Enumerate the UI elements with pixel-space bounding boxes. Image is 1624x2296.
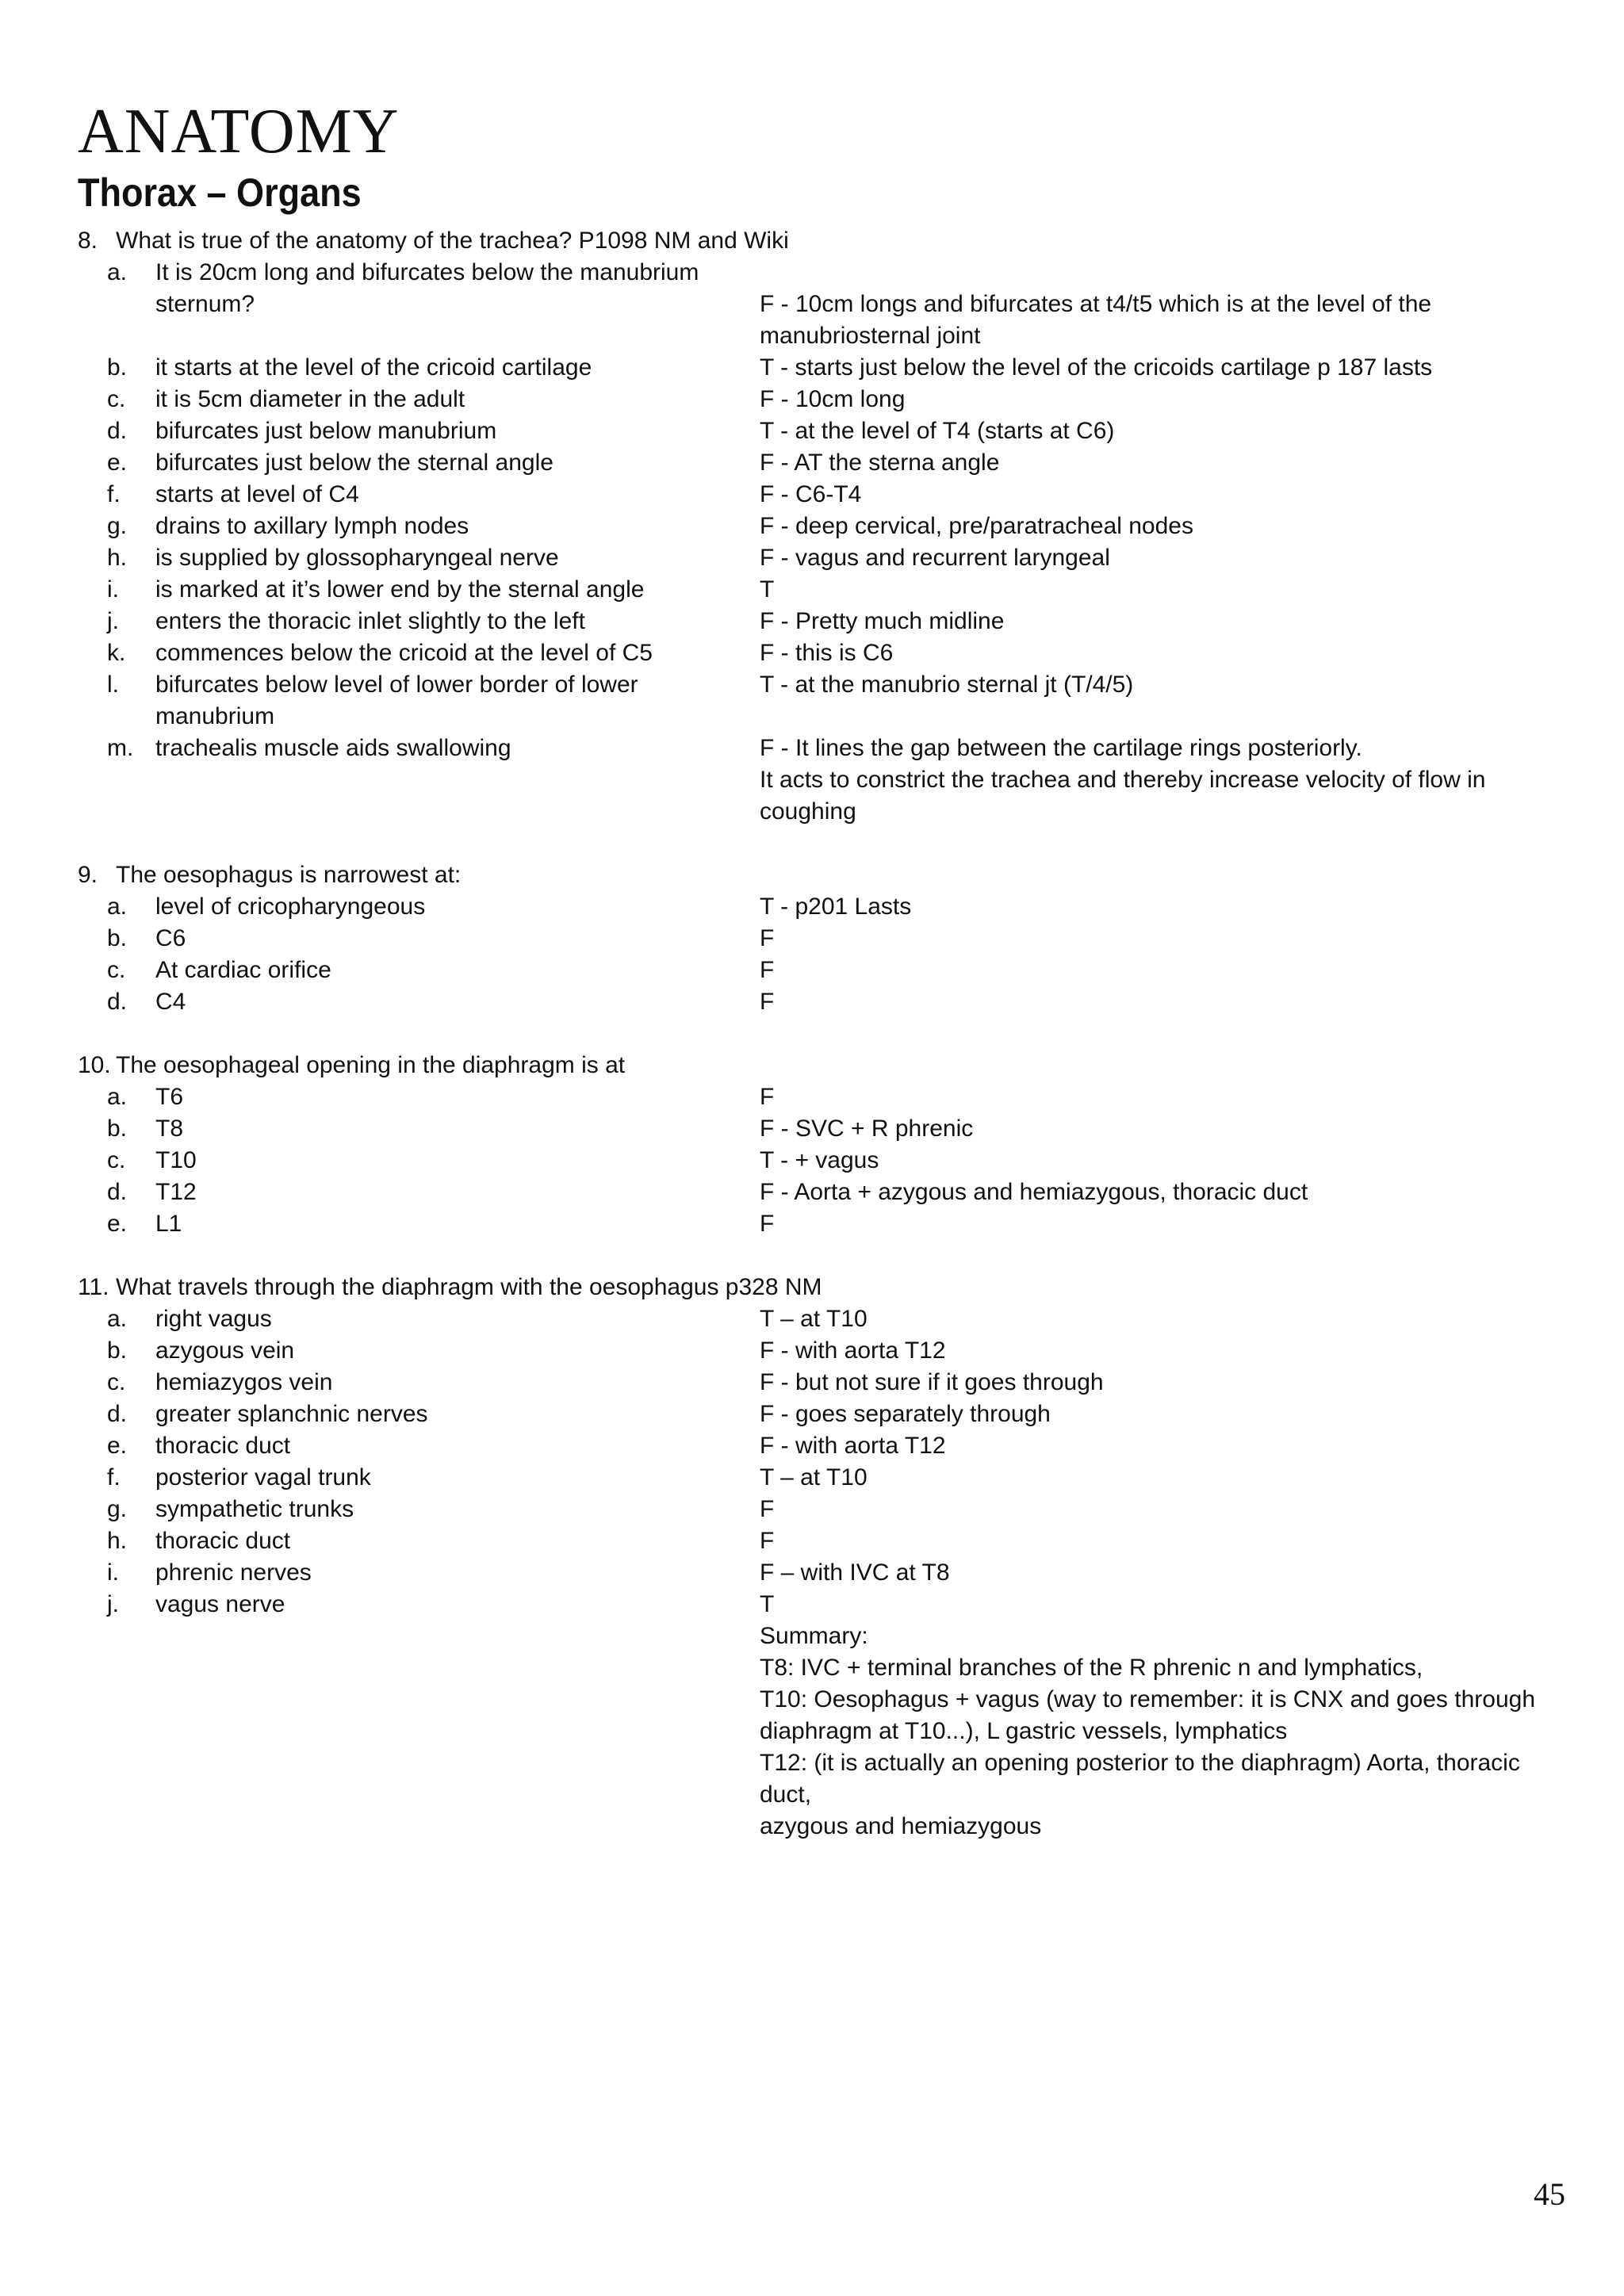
option-row [78, 1303, 1568, 1335]
option-row [78, 415, 1568, 447]
option-text: bifurcates just below the sternal angle [155, 450, 553, 476]
option-answer [760, 257, 1561, 352]
option-answer: F - goes separately through [760, 1401, 1051, 1427]
option-letter: c. [107, 957, 126, 983]
option-letter: b. [107, 354, 128, 381]
option-answer: F [760, 1528, 775, 1554]
option-answer: T - at the level of T4 (starts at C6) [760, 418, 1115, 444]
option-answer: T - p201 Lasts [760, 894, 912, 920]
option-letter: f. [107, 481, 121, 507]
option-letter: a. [107, 1306, 128, 1332]
option-answer: F [760, 1211, 775, 1237]
option-letter: c. [107, 1147, 126, 1173]
option-row [78, 542, 1568, 574]
option-letter: j. [107, 1591, 119, 1617]
option-letter: g. [107, 513, 128, 539]
option-text [155, 257, 760, 320]
option-answer: T – at T10 [760, 1306, 868, 1332]
question-text: What travels through the diaphragm with the oesophagus p328 NM [116, 1274, 822, 1300]
summary-line: azygous and hemiazygous [760, 1813, 1042, 1839]
option-text: starts at level of C4 [155, 481, 359, 507]
option-row [78, 1399, 1568, 1430]
option-letter: c. [107, 1369, 126, 1395]
question-number: 10. [78, 1052, 111, 1078]
option-text: greater splanchnic nerves [155, 1401, 428, 1427]
option-letter: d. [107, 418, 128, 444]
option-letter: b. [107, 925, 128, 951]
option-answer: F - 10cm long [760, 386, 906, 412]
question-text: The oesophagus is narrowest at: [116, 862, 462, 888]
option-text: sympathetic trunks [155, 1496, 354, 1522]
option-text: L1 [155, 1211, 182, 1237]
option-row [78, 1525, 1568, 1557]
option-answer: F [760, 1084, 775, 1110]
option-row [78, 891, 1568, 923]
option-letter: b. [107, 1115, 128, 1142]
question-number: 9. [78, 862, 98, 888]
option-row [78, 637, 1568, 669]
option-letter: i. [107, 1559, 119, 1586]
summary-line: T8: IVC + terminal branches of the R phrenic n and lymphatics, [760, 1655, 1423, 1681]
option-row [78, 1462, 1568, 1494]
answer-line: manubriosternal joint [760, 323, 981, 349]
option-letter: l. [107, 672, 119, 698]
option-text: vagus nerve [155, 1591, 285, 1617]
option-text: it is 5cm diameter in the adult [155, 386, 465, 412]
option-answer [760, 1589, 1561, 1843]
question-number: 11. [78, 1274, 109, 1300]
option-answer: F - with aorta T12 [760, 1433, 946, 1459]
option-text: T8 [155, 1115, 184, 1142]
option-answer: F - this is C6 [760, 640, 894, 666]
option-answer [760, 733, 1561, 828]
option-letter: a. [107, 894, 128, 920]
option-text: enters the thoracic inlet slightly to the left [155, 608, 585, 634]
option-answer: F - Aorta + azygous and hemiazygous, thoracic duct [760, 1179, 1308, 1205]
option-letter: h. [107, 545, 128, 571]
option-row [78, 1081, 1568, 1113]
option-letter: i. [107, 576, 119, 603]
option-row [78, 986, 1568, 1018]
question-list [78, 225, 1568, 1874]
option-answer: F - AT the sterna angle [760, 450, 1000, 476]
document-title: ANATOMY [78, 97, 400, 166]
question-9 [78, 859, 1568, 1018]
option-text: right vagus [155, 1306, 272, 1332]
option-text: thoracic duct [155, 1433, 291, 1459]
question-text: What is true of the anatomy of the trachea? P1098 NM and Wiki [116, 228, 789, 254]
option-text: posterior vagal trunk [155, 1464, 371, 1490]
question-11 [78, 1272, 1568, 1843]
question-header [78, 1050, 1568, 1081]
option-letter: f. [107, 1464, 121, 1490]
option-row [78, 1208, 1568, 1240]
option-answer: F [760, 989, 775, 1015]
option-answer: F [760, 1496, 775, 1522]
option-text: bifurcates below level of lower border of lower manubrium [155, 672, 638, 729]
option-row [78, 574, 1568, 606]
answer-line: T [760, 1591, 775, 1617]
option-letter: h. [107, 1528, 128, 1554]
option-answer: T [760, 576, 775, 603]
option-text: azygous vein [155, 1337, 295, 1364]
answer-line: F - It lines the gap between the cartilage rings posteriorly. [760, 735, 1362, 761]
option-answer: T – at T10 [760, 1464, 868, 1490]
option-row [78, 955, 1568, 986]
option-answer: F - SVC + R phrenic [760, 1115, 974, 1142]
question-8 [78, 225, 1568, 828]
option-text: bifurcates just below manubrium [155, 418, 497, 444]
option-row [78, 257, 1568, 352]
option-row [78, 669, 1568, 733]
option-answer: F – with IVC at T8 [760, 1559, 950, 1586]
option-letter: b. [107, 1337, 128, 1364]
option-answer: F [760, 957, 775, 983]
option-answer: F - with aorta T12 [760, 1337, 946, 1364]
option-answer: T - starts just below the level of the cricoids cartilage p 187 lasts [760, 354, 1433, 381]
option-answer: T - at the manubrio sternal jt (T/4/5) [760, 672, 1134, 698]
option-letter: c. [107, 386, 126, 412]
option-row [78, 733, 1568, 828]
option-text: hemiazygos vein [155, 1369, 333, 1395]
summary-line: T12: (it is actually an opening posterior to the diaphragm) Aorta, thoracic duct, [760, 1750, 1520, 1808]
option-row [78, 1589, 1568, 1843]
option-row [78, 511, 1568, 542]
option-letter: e. [107, 450, 128, 476]
option-text: it starts at the level of the cricoid cartilage [155, 354, 592, 381]
option-answer: F - vagus and recurrent laryngeal [760, 545, 1110, 571]
summary-heading: Summary: [760, 1623, 868, 1649]
option-letter: k. [107, 640, 126, 666]
option-row [78, 1177, 1568, 1208]
option-text: is marked at it’s lower end by the sternal angle [155, 576, 645, 603]
answer-line: F - 10cm longs and bifurcates at t4/t5 which is at the level of the [760, 291, 1432, 317]
option-answer: F - but not sure if it goes through [760, 1369, 1104, 1395]
option-row [78, 1557, 1568, 1589]
option-row [78, 1367, 1568, 1399]
option-row [78, 923, 1568, 955]
option-text: C6 [155, 925, 186, 951]
option-row [78, 1113, 1568, 1145]
option-answer: F - deep cervical, pre/paratracheal nodes [760, 513, 1193, 539]
option-letter: d. [107, 1401, 128, 1427]
question-text: The oesophageal opening in the diaphragm is at [116, 1052, 626, 1078]
question-header [78, 225, 1568, 257]
option-text: drains to axillary lymph nodes [155, 513, 469, 539]
option-answer: F [760, 925, 775, 951]
summary-line: diaphragm at T10...), L gastric vessels, lymphatics [760, 1718, 1288, 1744]
option-row [78, 606, 1568, 637]
option-text: At cardiac orifice [155, 957, 331, 983]
answer-spacer [760, 257, 1561, 289]
option-answer: T - + vagus [760, 1147, 879, 1173]
option-text-line: sternum? [155, 291, 255, 317]
option-text: commences below the cricoid at the level of C5 [155, 640, 653, 666]
option-text-line: It is 20cm long and bifurcates below the manubrium [155, 259, 699, 285]
option-text: thoracic duct [155, 1528, 291, 1554]
option-letter: a. [107, 259, 128, 285]
option-text: T10 [155, 1147, 197, 1173]
option-row [78, 352, 1568, 384]
section-title: Thorax – Organs [78, 170, 362, 215]
page-number: 45 [1534, 2176, 1565, 2212]
summary-line: T10: Oesophagus + vagus (way to remember: it is CNX and goes through [760, 1686, 1536, 1712]
question-header [78, 1272, 1568, 1303]
option-letter: j. [107, 608, 119, 634]
option-row [78, 1494, 1568, 1525]
option-letter: e. [107, 1433, 128, 1459]
answer-line: It acts to constrict the trachea and thereby increase velocity of flow in coughing [760, 767, 1486, 825]
option-row [78, 1430, 1568, 1462]
option-text: trachealis muscle aids swallowing [155, 735, 511, 761]
option-letter: a. [107, 1084, 128, 1110]
option-row [78, 1335, 1568, 1367]
option-row [78, 479, 1568, 511]
question-10 [78, 1050, 1568, 1240]
option-text: is supplied by glossopharyngeal nerve [155, 545, 559, 571]
option-text: C4 [155, 989, 186, 1015]
option-row [78, 447, 1568, 479]
option-letter: g. [107, 1496, 128, 1522]
option-text: T6 [155, 1084, 184, 1110]
option-text: phrenic nerves [155, 1559, 312, 1586]
option-row [78, 384, 1568, 415]
option-letter: d. [107, 1179, 128, 1205]
option-answer: F - Pretty much midline [760, 608, 1005, 634]
option-row [78, 1145, 1568, 1177]
question-number: 8. [78, 228, 98, 254]
option-text: T12 [155, 1179, 197, 1205]
question-header [78, 859, 1568, 891]
option-letter: m. [107, 735, 134, 761]
option-letter: e. [107, 1211, 128, 1237]
option-letter: d. [107, 989, 128, 1015]
option-answer: F - C6-T4 [760, 481, 862, 507]
option-text: level of cricopharyngeous [155, 894, 426, 920]
